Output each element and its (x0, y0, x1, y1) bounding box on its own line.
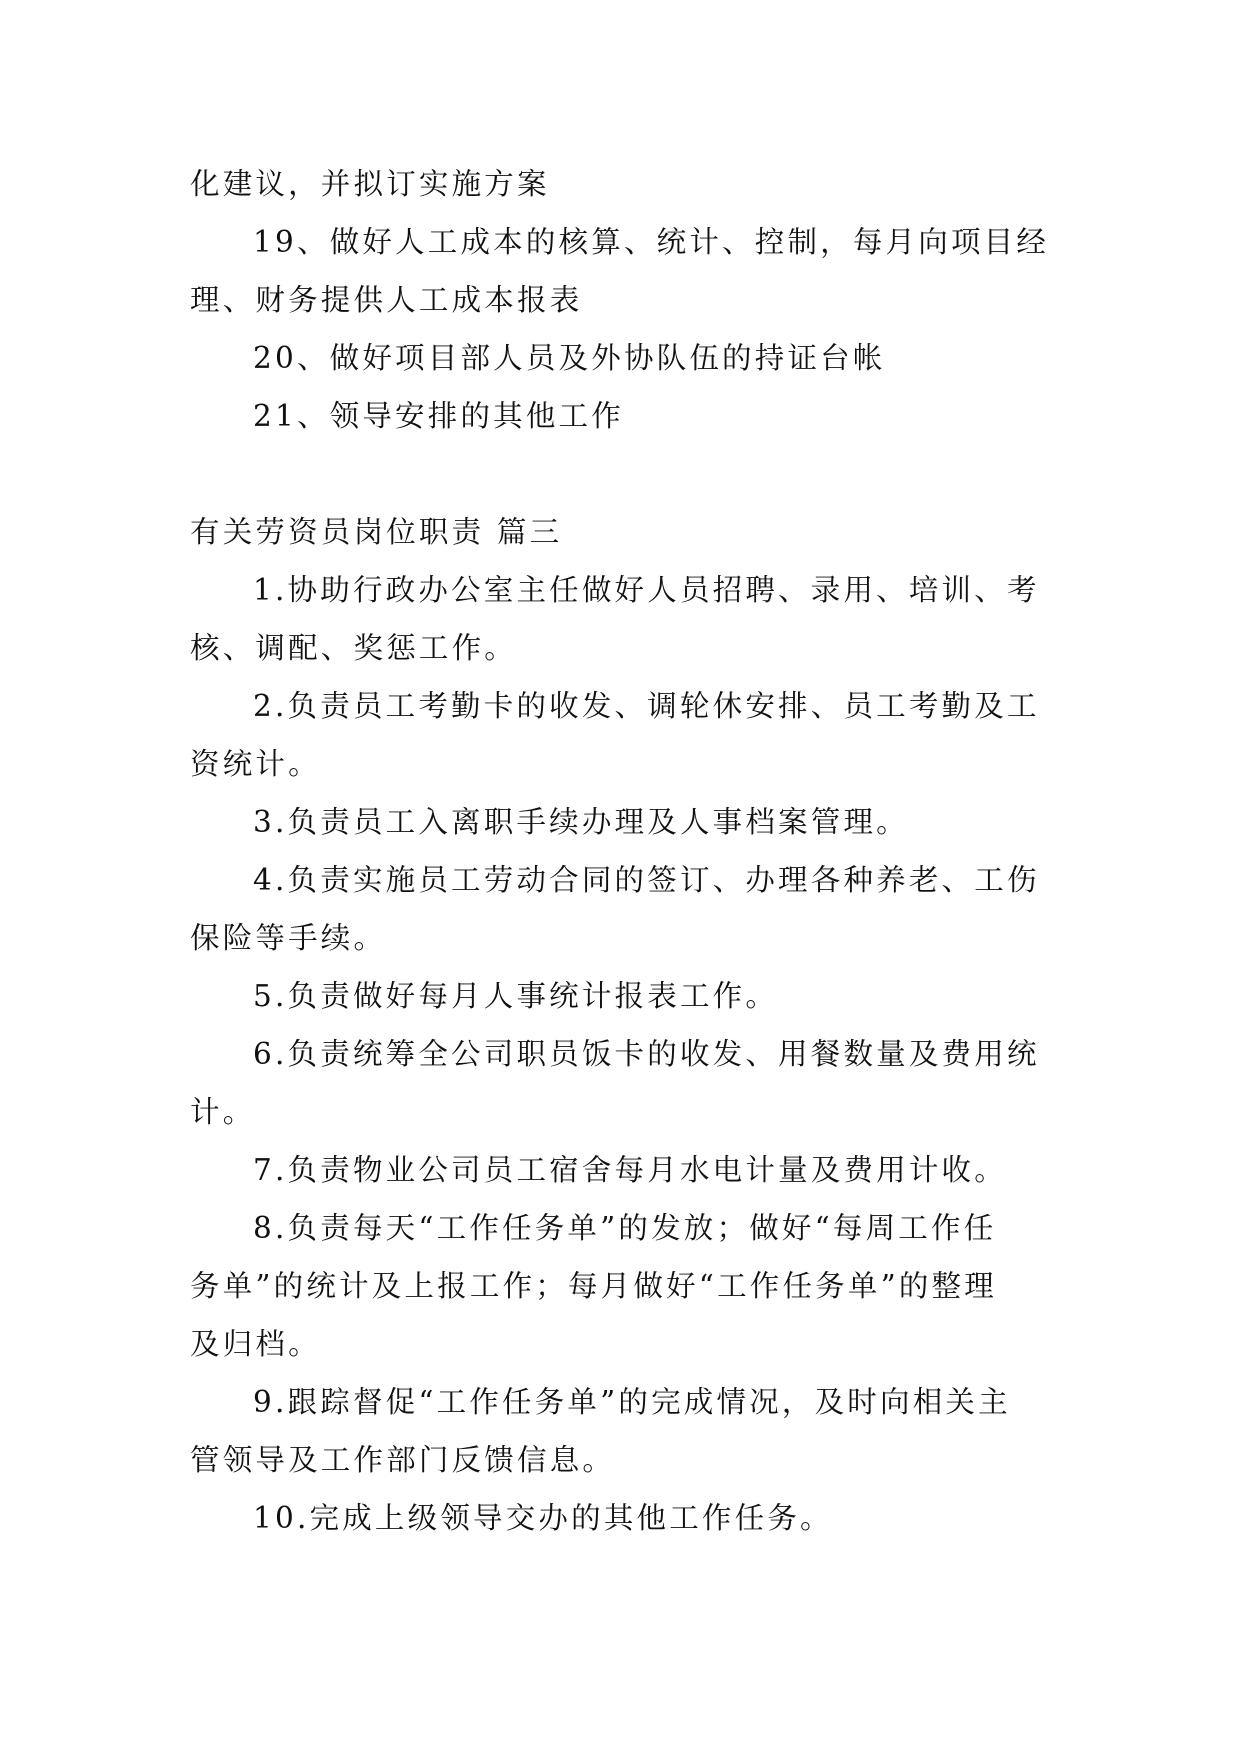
section-spacer (190, 445, 1050, 503)
list-item-3 (190, 793, 1050, 851)
paragraph-line: 20、做好项目部人员及外协队伍的持证台帐 (253, 341, 886, 375)
paragraph-line: 6.负责统筹全公司职员饭卡的收发、用餐数量及费用统 (253, 1037, 1040, 1071)
paragraph-line: 2.负责员工考勤卡的收发、调轮休安排、员工考勤及工 (253, 689, 1040, 723)
list-item-2 (190, 677, 1050, 793)
paragraph-line: 4.负责实施员工劳动合同的签订、办理各种养老、工伤 (253, 863, 1040, 897)
paragraph-line: 8.负责每天“工作任务单”的发放；做好“每周工作任 (253, 1211, 997, 1245)
list-item-6 (190, 1025, 1050, 1141)
paragraph-line: 5.负责做好每月人事统计报表工作。 (253, 979, 779, 1013)
paragraph-line: 及归档。 (190, 1327, 321, 1361)
list-item-1 (190, 561, 1050, 677)
paragraph-line: 化建议，并拟订实施方案 (190, 167, 550, 201)
document-body (190, 155, 1050, 1547)
paragraph-line: 19、做好人工成本的核算、统计、控制，每月向项目经 (253, 225, 1050, 259)
paragraph-line: 1.协助行政办公室主任做好人员招聘、录用、培训、考 (253, 573, 1040, 607)
list-item-20 (190, 329, 1050, 387)
paragraph-line: 21、领导安排的其他工作 (253, 399, 624, 433)
list-item-10 (190, 1489, 1050, 1547)
paragraph-line: 7.负责物业公司员工宿舍每月水电计量及费用计收。 (253, 1153, 1007, 1187)
paragraph-line: 9.跟踪督促“工作任务单”的完成情况，及时向相关主 (253, 1385, 1011, 1419)
paragraph-line: 务单”的统计及上报工作；每月做好“工作任务单”的整理 (190, 1269, 997, 1303)
paragraph-line: 10.完成上级领导交办的其他工作任务。 (253, 1501, 833, 1535)
paragraph-line: 资统计。 (190, 747, 321, 781)
list-item-21 (190, 387, 1050, 445)
list-item-9 (190, 1373, 1050, 1489)
paragraph-line: 3.负责员工入离职手续办理及人事档案管理。 (253, 805, 909, 839)
paragraph-line: 计。 (190, 1095, 256, 1129)
paragraph-line: 核、调配、奖惩工作。 (190, 631, 518, 665)
section-title: 有关劳资员岗位职责 篇三 (190, 515, 563, 549)
list-item-19 (190, 213, 1050, 329)
continuation-paragraph (190, 155, 1050, 213)
list-item-4 (190, 851, 1050, 967)
list-item-8 (190, 1199, 1050, 1373)
list-item-7 (190, 1141, 1050, 1199)
paragraph-line: 保险等手续。 (190, 921, 387, 955)
paragraph-line: 理、财务提供人工成本报表 (190, 283, 583, 317)
paragraph-line: 管领导及工作部门反馈信息。 (190, 1443, 616, 1477)
list-item-5 (190, 967, 1050, 1025)
